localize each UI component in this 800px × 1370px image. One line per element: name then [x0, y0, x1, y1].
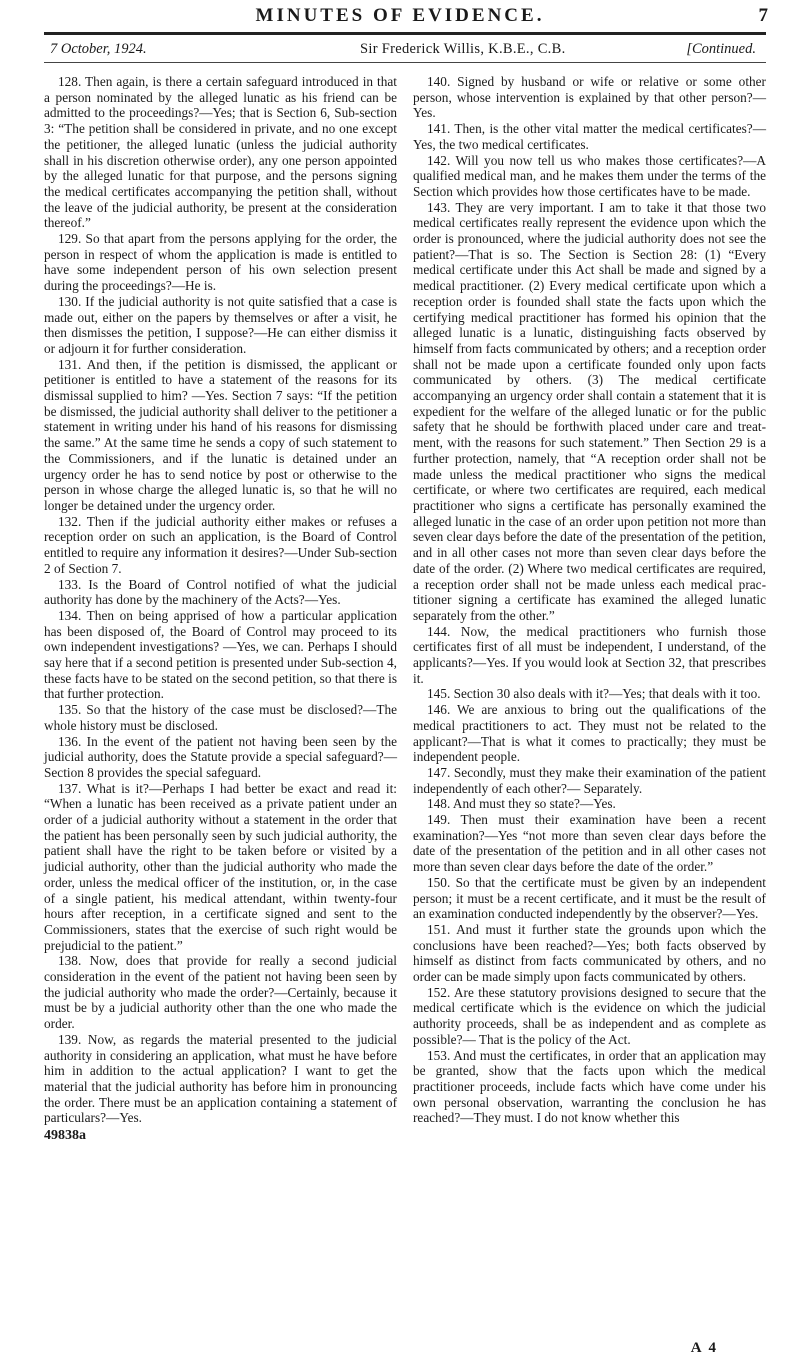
- question-140: 140. Signed by husband or wife or relative or some other person, whose intervention is explained by that other person?—Yes.: [413, 74, 766, 121]
- question-152: 152. Are these statutory provisions designed to secure that the medical certificate which is the evidence on which the judicial authority proceeds, shall be as independent and as complete as possible?— That is the policy of the Act.: [413, 984, 766, 1047]
- question-149: 149. Then must their examination have been a recent examination?—Yes “not more than seven clear days before the date of the presentation of the petition and in all other cases not more than seven clear days before the date of the order.”: [413, 812, 766, 875]
- page-title: MINUTES OF EVIDENCE.: [255, 5, 545, 26]
- signature-mark: A 4: [690, 1340, 718, 1356]
- question-135: 135. So that the history of the case must be disclosed?—The whole history must be disclosed.: [44, 702, 397, 733]
- question-145: 145. Section 30 also deals with it?—Yes; that deals with it too.: [427, 686, 761, 702]
- continued-label: [Continued.: [686, 41, 756, 57]
- question-129: 129. So that apart from the persons applying for the order, the person in respect of whom the application is made is entitled to have some independent person of his own selection present during the proceedings?—He is.: [44, 231, 397, 294]
- question-144: 144. Now, the medical practitioners who furnish those certificates first of all must be independent, I understand, of the applicants?—Yes. If you would look at Section 32, that prescribes it.: [413, 623, 766, 686]
- left-column: [44, 74, 397, 1144]
- question-134: 134. Then on being apprised of how a particular application has been disposed of, the Board of Control may proceed to its own independent investigations? —Yes, we can. Perhaps I should say here that if a second petition is presented under Sub-section 4, these facts have to be stated on the second petition, so that there is that further protection.: [44, 607, 397, 702]
- question-132: 132. Then if the judicial authority either makes or refuses a reception order on such an application, is the Board of Control entitled to require any information it desires?—Under Sub-section 2 of Section 7.: [44, 513, 397, 576]
- question-138: 138. Now, does that provide for really a second judicial consideration in the event of the patient not having been seen by the judicial authority who made the order?—Certainly, because it must be by a judicial authority other than the one who made the order.: [44, 953, 397, 1032]
- question-131: 131. And then, if the petition is dismissed, the applicant or petitioner is entitled to have a statement of the reasons for its dismissal supplied to him? —Yes. Section 7 says: “If the petition be dismissed, the judicial authority shall deliver to the petitioner a statement in writing under his hand of his reasons for dismissing the same.” At the same time he sends a copy of such statement to the Commissioners, and if the lunatic is detained under an urgency order he has to send notice by post or otherwise to the person in whose charge the alleged lunatic is, so that he will no longer be detained under the urgency order.: [44, 356, 397, 513]
- header-rule-thin: [44, 62, 766, 63]
- question-133: 133. Is the Board of Control notified of what the judicial authority has done by the machinery of the Acts?—Yes.: [44, 576, 397, 608]
- header-rule-thick: [44, 32, 766, 35]
- question-148: 148. And must they so state?—Yes.: [427, 796, 616, 812]
- question-142: 142. Will you now tell us who makes those certificates?—A qualified medical man, and he makes them under the terms of the Section which provides how those certificates have to be made.: [413, 152, 766, 199]
- question-128: 128. Then again, is there a certain safeguard introduced in that a person nominated by the alleged lunatic as his friend can be admitted to the proceedings?—Yes; that is Section 6, Sub-section 3: “The petition shall be considered in private, and no one except the petitioner, the alleged lunatic (unless the judicial authority shall in his discretion otherwise order), any one person appointed by the alleged lunatic for that purpose, and the persons signing the medical certificates accompanying the petition shall, without the leave of the judicial authority, be present at the consideration thereof.”: [44, 74, 397, 231]
- witness-name: Sir Frederick Willis, K.B.E., C.B.: [360, 41, 566, 57]
- question-136: 136. In the event of the patient not having been seen by the judicial authority, does the Statute provide a special safeguard?—Section 8 provides the special safeguard.: [44, 733, 397, 780]
- running-head: [0, 2, 800, 28]
- subheader: [44, 38, 766, 60]
- question-141: 141. Then, is the other vital matter the medical certificates?—Yes, the two medical certificates.: [413, 121, 766, 152]
- right-column: [413, 74, 766, 1126]
- question-147: 147. Secondly, must they make their examination of the patient independently of each other?— Separately.: [413, 764, 766, 796]
- page-number: 7: [758, 5, 768, 26]
- print-code: 49838a: [44, 1128, 86, 1144]
- question-150: 150. So that the certificate must be given by an independent person; it must be a recent certificate, and it must be the result of an examination conducted independently by the observer?—Yes.: [413, 874, 766, 922]
- question-143: 143. They are very important. I am to take it that those two medical certificates really represent the evidence upon which the order is pronounced, where the judicial authority does not see the patient?—That is so. The Section is Section 28: (1) “Every medical certificate under this Act shall be made and signed by a medical practitioner. (2) Every medical certificate upon which a reception order is founded shall state the facts upon which the certifying medical practitioner has formed his opinion that the alleged lunatic is a lunatic, distinguishing facts observed by himself from facts communicated by others; and a reception order shall not be made upon a certificate founded only upon facts communicated by others. (3) The medical certificate accompanying an urgency order shall contain a statement that it is expedient for the welfare of the alleged lunatic or for the public safety that he should be forthwith placed under care and treatment, with the reasons for such statement.” Then Section 29 is a further protection, namely, that “A reception order shall not be made unless the medical practitioner who signs the medical certificate, or where two certificates are required, each medical practitioner who signs a certificate has personally examined the alleged lunatic in the case of an order upon petition not more than seven clear days before the date of the presentation of the petition, and in all other cases not more than seven clear days before the date of the order. (2) Where two medical certificates are required, a reception order shall not be made unless each medical practitioner signing a certificate has examined the alleged lunatic separately from the other.”: [413, 199, 766, 623]
- question-137: 137. What is it?—Perhaps I had better be exact and read it: “When a lunatic has been received as a private patient under an order of a judicial authority without a statement in the order that the patient has been personally seen by such judicial authority, the patient shall have the right to be taken before or visited by a judicial authority, other than the judicial authority who made the order, unless the medical officer of the institution, or, in the case of a single patient, his medical attendant, within twenty-four hours after reception, in a certificate signed and sent to the Commissioners, states that the exercise of such right would be prejudicial to the patient.”: [44, 780, 397, 953]
- question-130: 130. If the judicial authority is not quite satisfied that a case is made out, either on the papers by themselves or after a visit, he then dismisses the petition, I suppose?—He can either dismiss it or adjourn it for further consideration.: [44, 293, 397, 356]
- session-date: 7 October, 1924.: [50, 41, 147, 57]
- question-146: 146. We are anxious to bring out the qualifications of the medical practitioners to act. They must not be related to the applicant?—That is what it comes to practically; they must be independent people.: [413, 702, 766, 765]
- question-139: 139. Now, as regards the material presented to the judicial authority in considering an application, what must he have before him in addition to the actual application? I want to get the material that the judicial authority has before him in pronouncing the order. There must be an application containing a statement of particulars?—Yes.: [44, 1031, 397, 1126]
- question-151: 151. And must it further state the grounds upon which the conclusions have been reached?—Yes; both facts observed by himself as distinct from facts communicated by others, and no order can be made simply upon facts communicated by others.: [413, 921, 766, 985]
- question-153: 153. And must the certificates, in order that an application may be granted, show that the facts upon which the medical practitioner proceeds, include facts which have come under his own personal observation, warranting the conclusion he has reached?—They must. I do not know whether this: [413, 1047, 766, 1126]
